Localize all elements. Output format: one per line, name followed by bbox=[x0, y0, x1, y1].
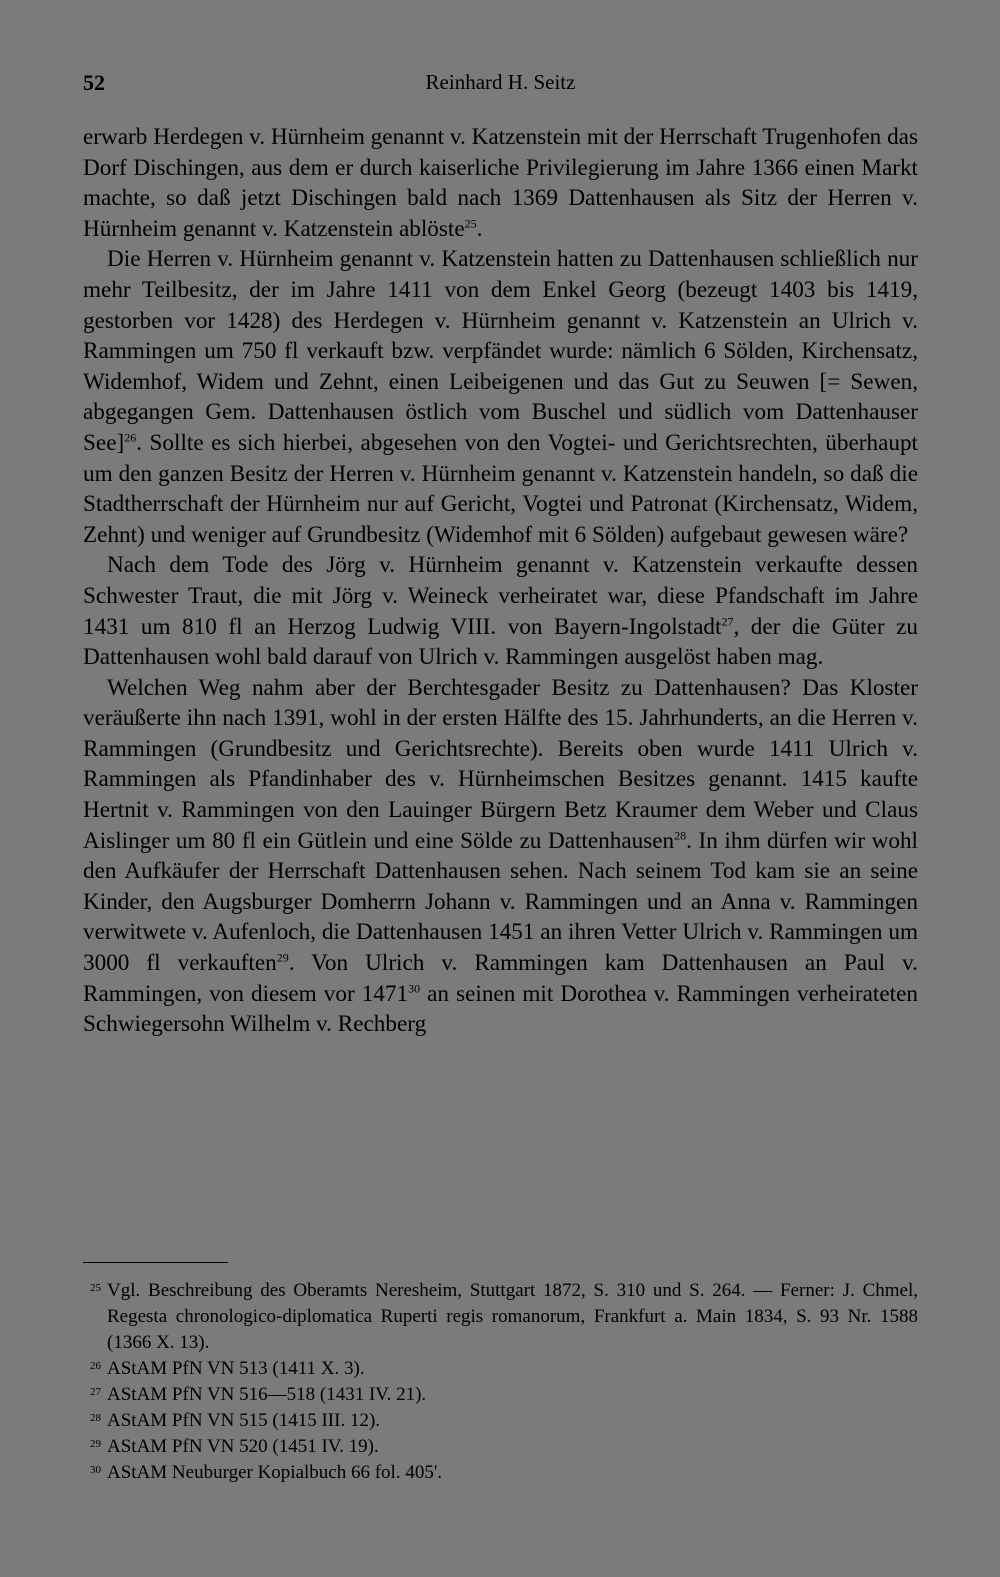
footnote bbox=[83, 1434, 918, 1460]
footnote bbox=[83, 1278, 918, 1356]
paragraph-3 bbox=[83, 550, 918, 672]
footnote-text: AStAM Neuburger Kopialbuch 66 fol. 405'. bbox=[107, 1462, 443, 1483]
paragraph-2 bbox=[83, 244, 918, 550]
footnote-text: AStAM PfN VN 516—518 (1431 IV. 21). bbox=[107, 1384, 427, 1405]
footnote-mark: 29 bbox=[90, 1438, 101, 1450]
footnote-ref-30[interactable]: 30 bbox=[408, 980, 421, 995]
paragraph-1-text: erwarb Herdegen v. Hürnheim genannt v. Katzenstein mit der Herrschaft Trugenhofen das Dorf Dischingen, aus dem er durch kaiserliche Privilegierung im Jahre 1366 einen Markt machte, so daß jetzt Dischingen bald nach 1369 Dattenhausen als Sitz der Herren v. Hürnheim genannt v. Katzenstein ablöste bbox=[83, 124, 918, 242]
footnote-mark: 27 bbox=[90, 1386, 101, 1398]
paragraph-4-text-b: . In ihm dürfen wir wohl den Aufkäufer der Herrschaft Dattenhausen sehen. Nach seinem Tod kam sie an seine Kinder, den Augsburger Domherrn Johann v. Rammingen und an Anna v. Rammingen verwitwete v. Aufenloch, die Dattenhausen 1451 an ihren Vetter Ulrich v. Rammingen um 3000 fl verkauften bbox=[83, 827, 918, 977]
footnote bbox=[83, 1382, 918, 1408]
footnote-mark: 26 bbox=[90, 1360, 101, 1372]
paragraph-2-text-a: Die Herren v. Hürnheim genannt v. Katzenstein hatten zu Dattenhausen schließlich nur mehr Teilbesitz, der im Jahre 1411 von dem Enkel Georg (bezeugt 1403 bis 1419, gestorben vor 1428) des Herdegen v. Hürnheim genannt v. Katzenstein an Ulrich v. Rammingen um 750 fl verkauft bzw. verpfändet wurde: nämlich 6 Sölden, Kirchensatz, Widemhof, Widem und Zehnt, einen Leibeigenen und das Gut zu Seuwen [= Sewen, abgegangen Gem. Dattenhausen östlich vom Buschel und südlich vom Dattenhauser See] bbox=[83, 246, 918, 456]
footnote-mark: 28 bbox=[90, 1412, 101, 1424]
footnote-text: AStAM PfN VN 520 (1451 IV. 19). bbox=[107, 1436, 379, 1457]
running-head bbox=[83, 70, 918, 100]
footnote-ref-29[interactable]: 29 bbox=[276, 950, 289, 965]
main-text bbox=[83, 122, 918, 1040]
page-number: 52 bbox=[83, 70, 105, 95]
footnote bbox=[83, 1408, 918, 1434]
footnote-mark: 30 bbox=[90, 1464, 101, 1476]
paragraph-4-text-c: . Von Ulrich v. Rammingen kam Dattenhausen an Paul v. Rammingen, von diesem vor 1471 bbox=[83, 950, 918, 1007]
footnote-separator bbox=[83, 1262, 228, 1263]
paragraph-3-text-b: , der die Güter zu Dattenhausen wohl bald darauf von Ulrich v. Rammingen ausgelöst haben mag. bbox=[83, 613, 918, 671]
paragraph-1 bbox=[83, 122, 918, 244]
footnote bbox=[83, 1460, 918, 1486]
footnote-ref-28[interactable]: 28 bbox=[674, 827, 687, 842]
paragraph-4-text-d: an seinen mit Dorothea v. Rammingen verheirateten Schwiegersohn Wilhelm v. Rechberg bbox=[83, 980, 918, 1038]
running-head-author: Reinhard H. Seitz bbox=[425, 70, 576, 94]
footnote-ref-26[interactable]: 26 bbox=[124, 430, 137, 445]
paragraph-4-text-a: Welchen Weg nahm aber der Berchtesgader Besitz zu Dattenhausen? Das Kloster veräußerte ihn nach 1391, wohl in der ersten Hälfte des 15. Jahrhunderts, an die Herren v. Rammingen (Grundbesitz und Gerichtsrechte). Bereits oben wurde 1411 Ulrich v. Rammingen als Pfandinhaber des v. Hürnheimschen Besitzes genannt. 1415 kaufte Hertnit v. Rammingen von den Lauinger Bürgern Betz Kraumer dem Weber und Claus Aislinger um 80 fl ein Gütlein und eine Sölde zu Dattenhausen bbox=[83, 674, 918, 854]
footnote-text: AStAM PfN VN 515 (1415 III. 12). bbox=[107, 1410, 381, 1431]
footnote-mark: 25 bbox=[90, 1282, 101, 1294]
footnote-ref-25[interactable]: 25 bbox=[464, 216, 477, 231]
footnote bbox=[83, 1356, 918, 1382]
paragraph-2-text-b: . Sollte es sich hierbei, abgesehen von den Vogtei- und Gerichtsrechten, überhaupt um den ganzen Besitz der Herren v. Hürnheim genannt v. Katzenstein handeln, so daß die Stadtherrschaft der Hürnheim nur auf Gericht, Vogtei und Patronat (Kirchensatz, Widem, Zehnt) und weniger auf Grundbesitz (Widemhof mit 6 Sölden) aufgebaut gewesen wäre? bbox=[83, 429, 918, 548]
paragraph-1-tail: . bbox=[476, 215, 483, 242]
paragraph-4 bbox=[83, 673, 918, 1040]
footnote-ref-27[interactable]: 27 bbox=[721, 613, 734, 628]
footnotes bbox=[83, 1278, 918, 1486]
paragraph-3-text-a: Nach dem Tode des Jörg v. Hürnheim genannt v. Katzenstein verkaufte dessen Schwester Traut, die mit Jörg v. Weineck verheiratet war, diese Pfandschaft im Jahre 1431 um 810 fl an Herzog Ludwig VIII. von Bayern-Ingolstadt bbox=[83, 552, 918, 640]
footnote-text: AStAM PfN VN 513 (1411 X. 3). bbox=[107, 1358, 365, 1379]
footnote-text: Vgl. Beschreibung des Oberamts Neresheim, Stuttgart 1872, S. 310 und S. 264. — Ferner: J. Chmel, Regesta chronologico-diplomatica Ruperti regis romanorum, Frankfurt a. Main 1834, S. 93 Nr. 1588 (1366 X. 13). bbox=[107, 1280, 918, 1353]
